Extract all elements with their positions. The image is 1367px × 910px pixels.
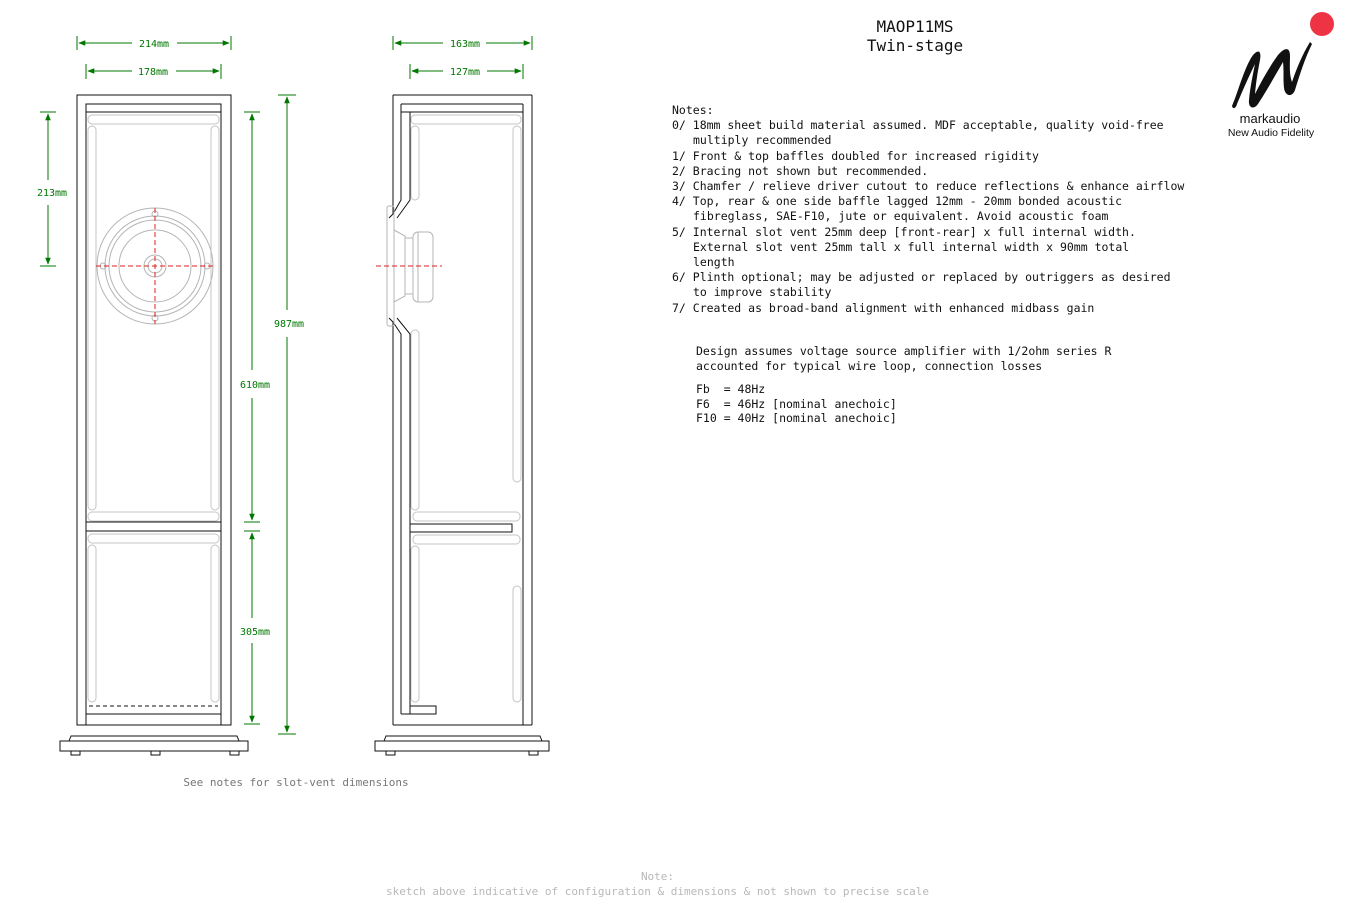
drawing-title: MAOP11MS xyxy=(876,17,954,36)
dim-front-outer-width xyxy=(77,36,231,50)
markaudio-logo xyxy=(1232,12,1334,108)
side-plinth xyxy=(375,736,549,755)
note-item: 3/ Chamfer / relieve driver cutout to reduce reflections & enhance airflow xyxy=(672,179,1185,194)
footer-note-label: Note: xyxy=(640,870,675,883)
notes-heading: Notes: xyxy=(672,103,714,117)
note-item: 2/ Bracing not shown but recommended. xyxy=(672,163,929,178)
note-item: 7/ Created as broad-band alignment with enhanced midbass gain xyxy=(672,300,1095,315)
note-item-continuation: to improve stability xyxy=(693,285,832,300)
upper-chamber-label: 610mm xyxy=(239,380,271,391)
front-outer-width-label: 214mm xyxy=(138,39,170,50)
logo-m-glyph xyxy=(1232,42,1312,108)
dim-side-outer-depth xyxy=(393,36,532,50)
dim-driver-height xyxy=(37,112,67,266)
driver-height-label: 213mm xyxy=(36,188,68,199)
front-lagging xyxy=(88,115,219,702)
note-item: 6/ Plinth optional; may be adjusted or replaced by outriggers as desired xyxy=(672,270,1171,285)
lower-chamber-label: 305mm xyxy=(239,627,271,638)
dim-total-height xyxy=(274,95,304,734)
side-view xyxy=(375,36,549,755)
slot-vent-caption: See notes for slot-vent dimensions xyxy=(183,776,409,789)
front-cabinet xyxy=(77,95,231,725)
side-cabinet xyxy=(389,95,532,725)
front-inner-width-label: 178mm xyxy=(137,67,169,78)
note-item: 1/ Front & top baffles doubled for increased rigidity xyxy=(672,148,1039,163)
logo-dot xyxy=(1310,12,1334,36)
design-line: Design assumes voltage source amplifier with 1/2ohm series R xyxy=(696,344,1112,358)
note-item: 4/ Top, rear & one side baffle lagged 12mm - 20mm bonded acoustic xyxy=(672,194,1123,209)
logo-tagline: New Audio Fidelity xyxy=(1227,127,1315,139)
notes-block xyxy=(672,103,1184,316)
front-plinth xyxy=(60,736,248,755)
note-item-continuation: fibreglass, SAE-F10, jute or equivalent. Avoid acoustic foam xyxy=(693,209,1109,224)
freq-fb: Fb = 48Hz xyxy=(696,382,766,396)
note-item-continuation: length xyxy=(693,255,735,270)
dim-lower-chamber xyxy=(240,531,270,724)
dim-front-inner-width xyxy=(86,64,221,79)
note-item-continuation: multiply recommended xyxy=(693,133,832,148)
notes-list xyxy=(672,118,1184,316)
side-outer-depth-label: 163mm xyxy=(449,39,481,50)
note-item-continuation: External slot vent 25mm tall x full internal width x 90mm total xyxy=(693,239,1130,254)
design-line: accounted for typical wire loop, connection losses xyxy=(696,358,1043,373)
dim-side-inner-depth xyxy=(410,64,523,79)
total-height-label: 987mm xyxy=(273,319,305,330)
dim-upper-chamber xyxy=(240,112,270,522)
freq-f10: F10 = 40Hz [nominal anechoic] xyxy=(696,411,897,425)
note-item: 0/ 18mm sheet build material assumed. MDF acceptable, quality void-free xyxy=(672,118,1164,133)
side-inner-depth-label: 127mm xyxy=(449,67,481,78)
footer-note-text: sketch above indicative of configuration & dimensions & not shown to precise scale xyxy=(385,885,930,898)
freq-f6: F6 = 46Hz [nominal anechoic] xyxy=(696,396,897,411)
logo-brand-text: markaudio xyxy=(1239,111,1301,126)
design-block xyxy=(696,344,1111,426)
front-view xyxy=(37,36,304,755)
note-item: 5/ Internal slot vent 25mm deep [front-rear] x full internal width. xyxy=(672,224,1136,239)
side-lagging xyxy=(411,115,521,702)
drawing-subtitle: Twin-stage xyxy=(866,36,964,55)
